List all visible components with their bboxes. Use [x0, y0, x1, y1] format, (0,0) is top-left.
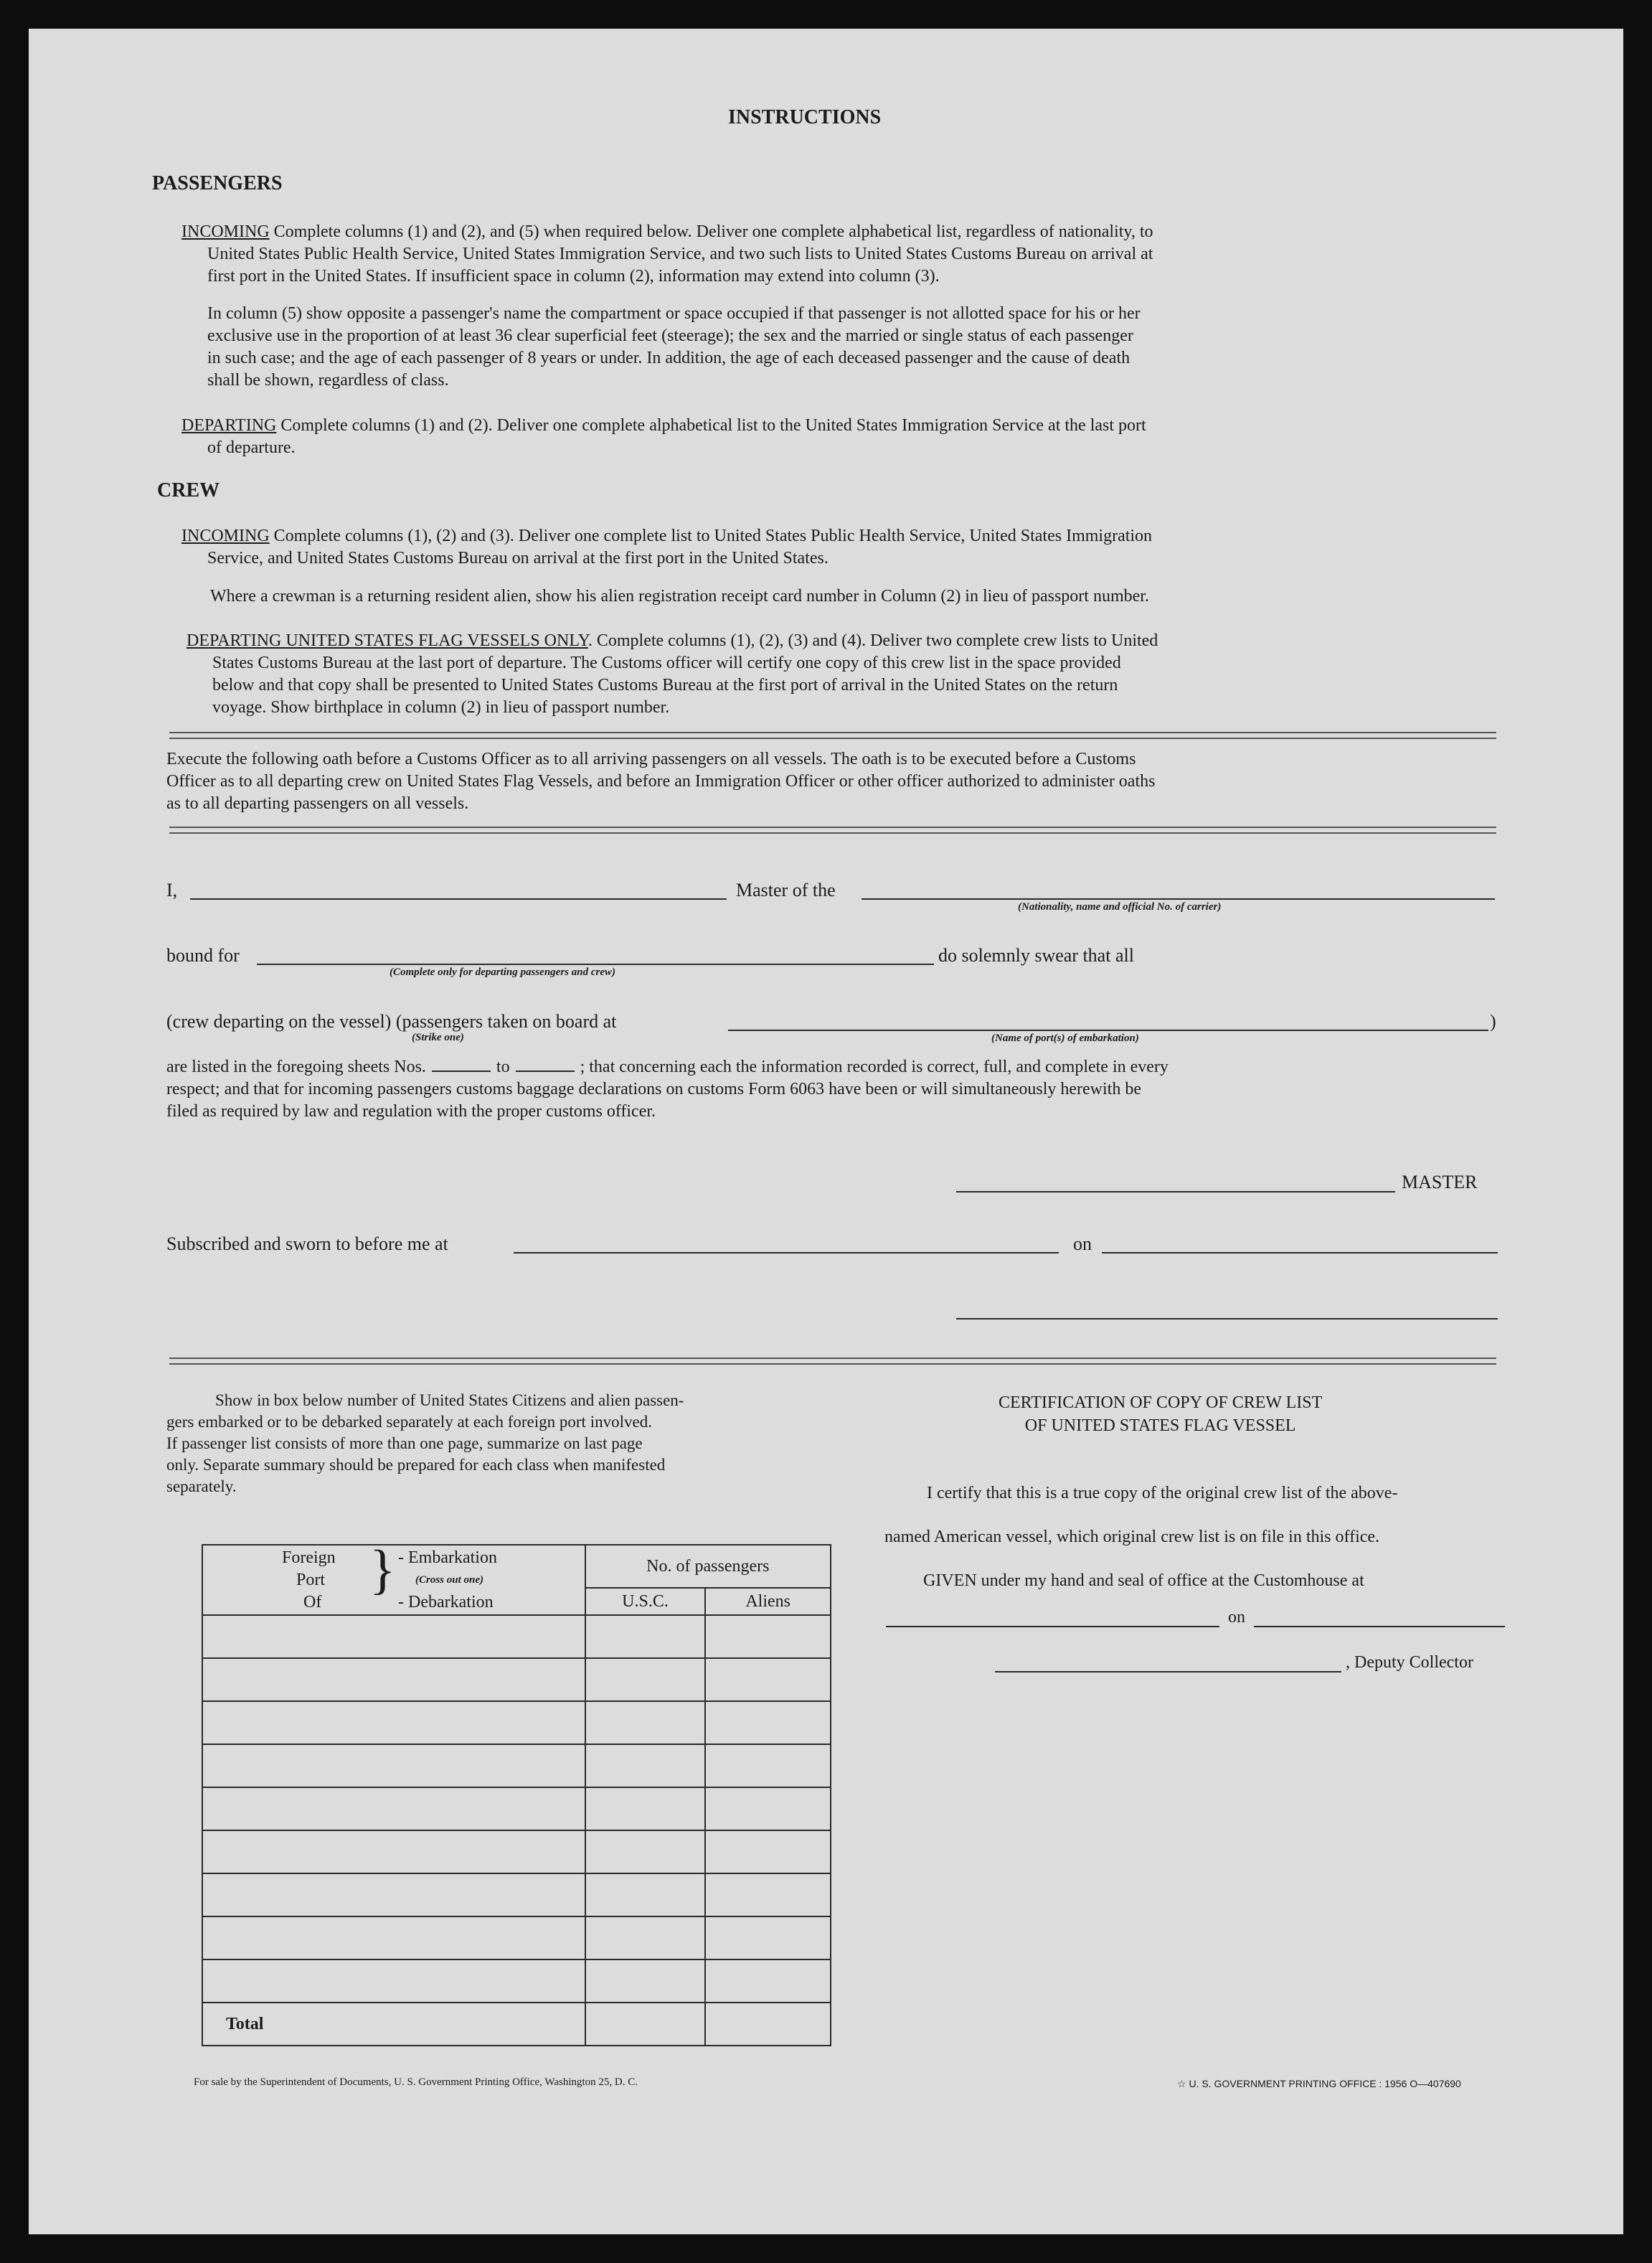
table-row	[202, 1916, 831, 1959]
table-row	[202, 1615, 831, 1658]
crew-resident-alien-line: Where a crewman is a returning resident alien, show his alien registration receipt card number in Column (2) in lieu of passport number.	[210, 587, 1149, 606]
embarkation-port-caption: (Name of port(s) of embarkation)	[991, 1032, 1139, 1044]
strike-one-caption: (Strike one)	[412, 1032, 464, 1043]
certify-line-1: I certify that this is a true copy of the original crew list of the above-	[927, 1484, 1398, 1502]
no-passengers-header: No. of passengers	[585, 1545, 831, 1588]
port-cell[interactable]	[202, 1787, 585, 1830]
divider	[169, 1358, 1496, 1365]
oath-i-label: I,	[166, 880, 178, 900]
divider	[169, 827, 1496, 834]
usc-cell[interactable]	[585, 1873, 706, 1916]
sworn-place-field[interactable]	[514, 1252, 1059, 1253]
sheet-from-field[interactable]	[432, 1058, 491, 1072]
cross-out-caption: (Cross out one)	[415, 1574, 484, 1586]
aliens-cell[interactable]	[705, 1701, 831, 1744]
port-cell[interactable]	[202, 1959, 585, 2003]
passenger-summary-table	[202, 1540, 831, 2046]
total-label: Total	[202, 2003, 585, 2046]
passengers-incoming-paragraph: INCOMING Complete columns (1) and (2), and (5) when required below. Deliver one complete alphabetical list, regardless of nationality, to United States Public Health Service, United States Immigration Service, and two such lists to United States Customs Bureau on arrival at first port in the United States. If insufficient space in column (2), information may extend into column (3).	[181, 222, 1153, 286]
of-label: Of	[303, 1593, 322, 1612]
bound-for-label: bound for	[166, 945, 240, 966]
usc-cell[interactable]	[585, 1701, 706, 1744]
usc-cell[interactable]	[585, 1658, 706, 1701]
passengers-departing-label: DEPARTING	[181, 416, 277, 435]
port-cell[interactable]	[202, 1916, 585, 1959]
aliens-cell[interactable]	[705, 1830, 831, 1873]
master-of-the-label: Master of the	[736, 880, 836, 900]
carrier-field[interactable]	[862, 898, 1495, 900]
port-header-cell	[202, 1540, 585, 1615]
table-row	[202, 1744, 831, 1787]
aliens-cell[interactable]	[705, 1658, 831, 1701]
footer-sale-note: For sale by the Superintendent of Documents, U. S. Government Printing Office, Washington 25, D. C.	[194, 2076, 638, 2088]
brace-glyph: }	[369, 1540, 396, 1600]
swear-text: do solemnly swear that all	[938, 945, 1134, 966]
usc-cell[interactable]	[585, 1787, 706, 1830]
port-label: Port	[296, 1571, 326, 1589]
form-page	[29, 29, 1623, 2234]
divider	[169, 732, 1496, 739]
on-label: on	[1073, 1233, 1092, 1254]
aliens-cell[interactable]	[705, 1787, 831, 1830]
deputy-collector-label: , Deputy Collector	[1346, 1653, 1473, 1672]
usc-cell[interactable]	[585, 1916, 706, 1959]
certify-line-2: named American vessel, which original crew list is on file in this office.	[884, 1528, 1380, 1546]
usc-cell[interactable]	[585, 1744, 706, 1787]
embarkation-label: - Embarkation	[398, 1548, 497, 1567]
table-row	[202, 1830, 831, 1873]
passengers-column5-paragraph: In column (5) show opposite a passenger's name the compartment or space occupied if that passenger is not allotted space for his or her exclusive use in the proportion of at least 36 clear superficial feet (steerage); the sex and the married or single status of each passenger in such case; and the age of each passenger of 8 years or under. In addition, the age of each deceased passenger and the cause of death shall be shown, regardless of class.	[207, 304, 1141, 390]
foreign-label: Foreign	[282, 1548, 336, 1567]
table-row	[202, 1959, 831, 2003]
deputy-collector-signature-field[interactable]	[995, 1671, 1341, 1672]
passengers-heading: PASSENGERS	[152, 172, 283, 194]
carrier-caption: (Nationality, name and official No. of carrier)	[1018, 901, 1222, 913]
table-row	[202, 1787, 831, 1830]
close-paren: )	[1490, 1011, 1496, 1032]
subscribed-label: Subscribed and sworn to before me at	[166, 1233, 448, 1254]
usc-cell[interactable]	[585, 1615, 706, 1658]
crew-incoming-paragraph: INCOMING Complete columns (1), (2) and (3). Deliver one complete list to United States Public Health Service, United States Immigration Service, and United States Customs Bureau on arrival at the first port in the United States.	[181, 527, 1153, 568]
master-label: MASTER	[1402, 1172, 1478, 1192]
total-row	[202, 2003, 831, 2046]
crew-incoming-label: INCOMING	[181, 527, 270, 545]
aliens-cell[interactable]	[705, 1959, 831, 2003]
certify-line-3: GIVEN under my hand and seal of office at the Customhouse at	[923, 1571, 1364, 1590]
master-name-field[interactable]	[190, 898, 727, 900]
passengers-incoming-label: INCOMING	[181, 222, 270, 241]
usc-cell[interactable]	[585, 1830, 706, 1873]
page-title: INSTRUCTIONS	[728, 106, 882, 128]
master-signature-field[interactable]	[956, 1191, 1395, 1192]
usc-cell[interactable]	[585, 1959, 706, 2003]
aliens-header: Aliens	[705, 1588, 831, 1615]
table-row	[202, 1873, 831, 1916]
customhouse-field[interactable]	[886, 1626, 1219, 1627]
aliens-cell[interactable]	[705, 1744, 831, 1787]
crew-departing-label: DEPARTING UNITED STATES FLAG VESSELS ONLY	[187, 631, 588, 650]
passengers-departing-paragraph: DEPARTING Complete columns (1) and (2). Deliver one complete alphabetical list to the United States Immigration Service at the last port of departure.	[181, 416, 1146, 457]
port-cell[interactable]	[202, 1615, 585, 1658]
summary-instruction-paragraph: Show in box below number of United States Citizens and alien passen- gers embarked or to be debarked separately at each foreign port involved. If passenger list consists of more than one page, summarize on last page only. Separate summary should be prepared for each class when manifested separately.	[166, 1391, 684, 1495]
bound-for-caption: (Complete only for departing passengers and crew)	[390, 966, 615, 978]
listed-paragraph: are listed in the foregoing sheets Nos. to ; that concerning each the information recorded is correct, full, and complete in every respect; and that for incoming passengers customs baggage declarations on customs Form 6063 have been or will simultaneously herewith be filed as required by law and regulation with the proper customs officer.	[166, 1058, 1169, 1121]
bound-for-field[interactable]	[257, 964, 934, 965]
sheet-to-field[interactable]	[516, 1058, 575, 1072]
port-cell[interactable]	[202, 1873, 585, 1916]
certification-title: CERTIFICATION OF COPY OF CREW LIST OF UNITED STATES FLAG VESSEL	[999, 1393, 1323, 1435]
usc-total-cell[interactable]	[585, 2003, 706, 2046]
crew-passengers-text: (crew departing on the vessel) (passengers taken on board at	[166, 1011, 617, 1032]
oath-instruction-paragraph: Execute the following oath before a Customs Officer as to all arriving passengers on all vessels. The oath is to be executed before a Customs Officer as to all departing crew on United States Flag Vessels, and before an Immigration Officer or other officer authorized to administer oaths as to all departing passengers on all vessels.	[166, 750, 1156, 813]
table-row	[202, 1658, 831, 1701]
aliens-cell[interactable]	[705, 1916, 831, 1959]
officer-signature-field[interactable]	[956, 1318, 1498, 1319]
port-cell[interactable]	[202, 1744, 585, 1787]
port-cell[interactable]	[202, 1701, 585, 1744]
usc-header: U.S.C.	[585, 1588, 706, 1615]
sworn-date-field[interactable]	[1102, 1252, 1498, 1253]
crew-heading: CREW	[157, 479, 220, 502]
crew-departing-paragraph: DEPARTING UNITED STATES FLAG VESSELS ONLY. Complete columns (1), (2), (3) and (4). Deliver two complete crew lists to United States Customs Bureau at the last port of departure. The Customs officer will certify one copy of this crew list in the space provided below and that copy shall be presented to United States Customs Bureau at the first port of arrival in the United States on the return voyage. Show birthplace in column (2) in lieu of passport number.	[187, 631, 1158, 717]
cert-date-field[interactable]	[1254, 1626, 1505, 1627]
aliens-total-cell[interactable]	[705, 2003, 831, 2046]
footer-printing-office: ☆ U. S. GOVERNMENT PRINTING OFFICE : 1956 O—407690	[1177, 2078, 1461, 2089]
aliens-cell[interactable]	[705, 1873, 831, 1916]
embarkation-port-field[interactable]	[728, 1030, 1488, 1031]
debarkation-label: - Debarkation	[398, 1593, 494, 1612]
aliens-cell[interactable]	[705, 1615, 831, 1658]
cert-on-label: on	[1228, 1608, 1245, 1627]
port-cell[interactable]	[202, 1830, 585, 1873]
table-row	[202, 1701, 831, 1744]
port-cell[interactable]	[202, 1658, 585, 1701]
